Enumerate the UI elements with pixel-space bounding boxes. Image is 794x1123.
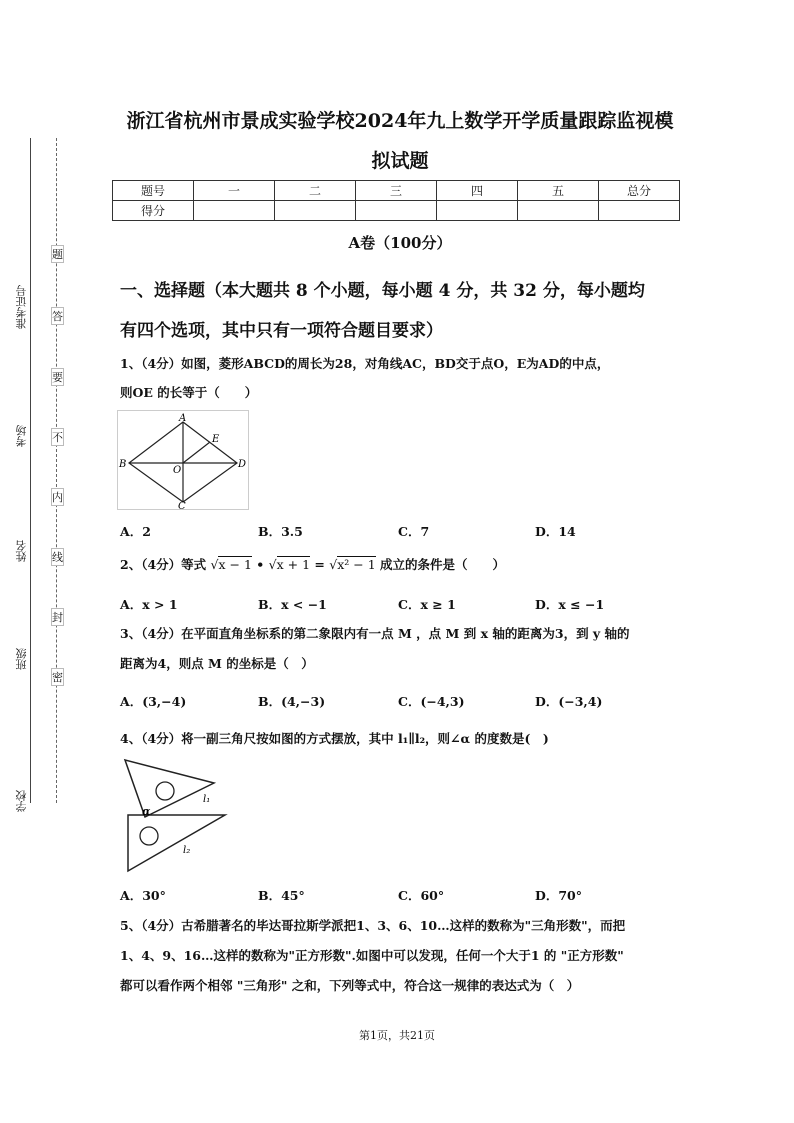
- q2-option-b[interactable]: B．x < −1: [258, 597, 327, 612]
- point-label-c: C: [178, 501, 186, 510]
- q2-option-c[interactable]: C．x ≥ 1: [398, 597, 456, 612]
- line-l1-label: l₁: [203, 794, 211, 805]
- seal-char: 题: [51, 245, 64, 263]
- score-cell: [275, 201, 356, 221]
- table-row-label: 得分: [113, 201, 194, 221]
- triangle-rulers-figure: [117, 755, 229, 877]
- q2-suffix: 成立的条件是（ ）: [380, 557, 506, 572]
- label-class: 班级: [15, 648, 28, 670]
- sqrt-icon: √: [268, 557, 277, 572]
- q3-option-d[interactable]: D．(−3,4): [535, 694, 603, 709]
- table-header-cell: 四: [437, 181, 518, 201]
- q2-radicand-1: x − 1: [218, 557, 252, 572]
- q1-option-d[interactable]: D．14: [535, 524, 576, 539]
- label-exam-number: 准考证号: [15, 285, 28, 329]
- q2-radicand-3: x² − 1: [337, 557, 376, 572]
- page-title: 浙江省杭州市景成实验学校2024年九上数学开学质量跟踪监视模: [126, 110, 674, 132]
- seal-char: 线: [51, 548, 64, 566]
- seal-char: 答: [51, 307, 64, 325]
- q3-option-b[interactable]: B．(4,−3): [258, 694, 326, 709]
- table-header-cell: 题号: [113, 181, 194, 201]
- q1-option-c[interactable]: C．7: [398, 524, 430, 539]
- score-cell: [194, 201, 275, 221]
- question-1-text-line2: 则OE 的长等于（ ）: [120, 385, 258, 400]
- rhombus-figure: [117, 410, 249, 510]
- page-footer: 第1页，共21页: [359, 1029, 435, 1042]
- line-l2-label: l₂: [183, 845, 191, 856]
- point-label-b: B: [119, 459, 127, 470]
- section-heading-line2: 有四个选项，其中只有一项符合题目要求）: [120, 321, 443, 341]
- question-1-text: 1、（4分）如图，菱形ABCD的周长为28，对角线AC，BD交于点O，E为AD的中点，: [120, 356, 610, 371]
- table-row: [113, 201, 680, 221]
- seal-char: 密: [51, 668, 64, 686]
- q4-option-c[interactable]: C．60°: [398, 888, 445, 903]
- page-title-line2: 拟试题: [371, 150, 429, 172]
- ruler-hole-top: [156, 782, 174, 800]
- table-row: [113, 181, 680, 201]
- binding-line-solid: [30, 138, 31, 803]
- table-header-cell: 五: [518, 181, 599, 201]
- question-5-text: 5、（4分）古希腊著名的毕达哥拉斯学派把1、3、6、10…这样的数称为"三角形数"，而把: [120, 918, 626, 933]
- q2-radicand-2: x + 1: [276, 557, 311, 572]
- q2-equals: =: [314, 557, 325, 572]
- q3-option-c[interactable]: C．(−4,3): [398, 694, 465, 709]
- q1-option-a[interactable]: A．2: [120, 524, 151, 539]
- question-2-text: [120, 557, 505, 573]
- seal-char: 要: [51, 368, 64, 386]
- point-label-a: A: [179, 413, 187, 424]
- table-header-cell: 一: [194, 181, 275, 201]
- triangle-ruler-top: [125, 760, 214, 817]
- seal-char: 封: [51, 608, 64, 626]
- q4-option-d[interactable]: D．70°: [535, 888, 582, 903]
- q2-dot: •: [256, 557, 265, 572]
- q1-option-b[interactable]: B．3.5: [258, 524, 303, 539]
- sqrt-icon: √: [329, 557, 338, 572]
- label-name: 姓名: [15, 540, 28, 562]
- section-heading: 一、选择题（本大题共 8 个小题，每小题 4 分，共 32 分，每小题均: [120, 281, 645, 301]
- sqrt-icon: √: [210, 557, 219, 572]
- table-header-cell: 二: [275, 181, 356, 201]
- label-school: 学校: [15, 790, 28, 812]
- q3-option-a[interactable]: A．(3,−4): [120, 694, 187, 709]
- table-header-cell: 总分: [599, 181, 680, 201]
- score-cell: [356, 201, 437, 221]
- question-3-text-line2: 距离为4，则点 M 的坐标是（ ）: [120, 656, 314, 671]
- q4-option-b[interactable]: B．45°: [258, 888, 305, 903]
- point-label-d: D: [238, 459, 247, 470]
- question-3-text: 3、（4分）在平面直角坐标系的第二象限内有一点 M ，点 M 到 x 轴的距离为3，到 y 轴的: [120, 626, 630, 641]
- q2-option-d[interactable]: D．x ≤ −1: [535, 597, 605, 612]
- angle-alpha-label: α: [142, 805, 151, 818]
- ruler-hole-bottom: [140, 827, 158, 845]
- question-5-text-line3: 都可以看作两个相邻 "三角形" 之和，下列等式中，符合这一规律的表达式为（ ）: [120, 978, 580, 993]
- point-label-e: E: [212, 434, 220, 445]
- seal-char: 内: [51, 488, 64, 506]
- question-4-text: 4、（4分）将一副三角尺按如图的方式摆放，其中 l₁∥l₂，则∠α 的度数是( ): [120, 731, 549, 746]
- table-header-cell: 三: [356, 181, 437, 201]
- label-exam-room: 考场: [15, 425, 28, 447]
- volume-heading: A卷（100分）: [348, 234, 452, 252]
- q4-option-a[interactable]: A．30°: [120, 888, 166, 903]
- q2-option-a[interactable]: A．x > 1: [120, 597, 178, 612]
- segment-oe: [183, 442, 210, 463]
- binding-line-dashed: [56, 138, 57, 803]
- question-5-text-line2: 1、4、9、16…这样的数称为"正方形数".如图中可以发现，任何一个大于1 的 "正方形数": [120, 948, 624, 963]
- point-label-o: O: [173, 465, 182, 476]
- score-table: [112, 180, 680, 221]
- q2-prefix: 2、（4分）等式: [120, 557, 207, 572]
- seal-char: 不: [51, 428, 64, 446]
- score-cell: [518, 201, 599, 221]
- score-cell: [599, 201, 680, 221]
- score-cell: [437, 201, 518, 221]
